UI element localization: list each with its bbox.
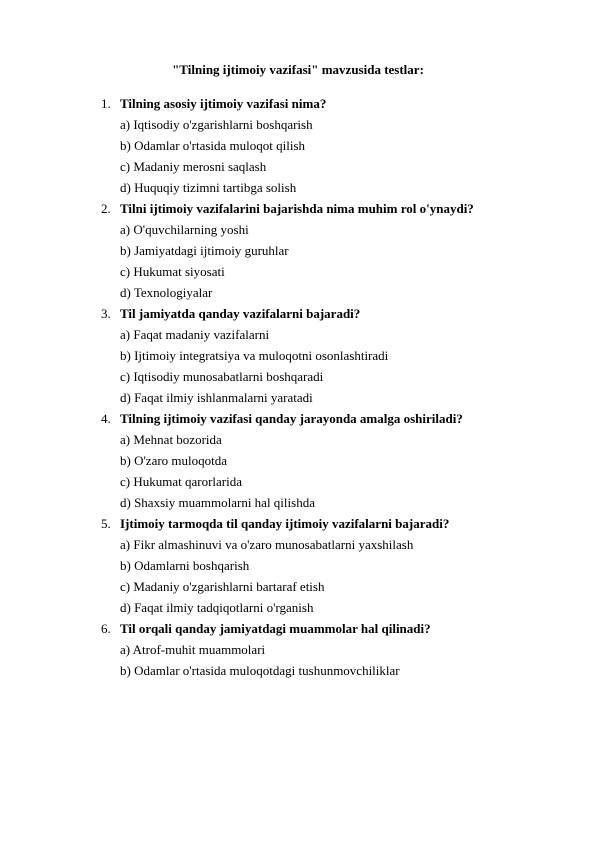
- answer-option: c) Iqtisodiy munosabatlarni boshqaradi: [120, 369, 324, 384]
- answer-option: c) Madaniy o'zgarishlarni bartaraf etish: [120, 579, 325, 594]
- answer-option: a) Atrof-muhit muammolari: [120, 642, 266, 657]
- answer-option: a) Fikr almashinuvi va o'zaro munosabatlarni yaxshilash: [120, 537, 414, 552]
- question-text: Til jamiyatda qanday vazifalarni bajaradi?: [120, 306, 361, 321]
- answer-option: a) Iqtisodiy o'zgarishlarni boshqarish: [120, 117, 313, 132]
- question-text: Til orqali qanday jamiyatdagi muammolar hal qilinadi?: [120, 621, 431, 636]
- answer-option: d) Faqat ilmiy ishlanmalarni yaratadi: [120, 390, 313, 405]
- question-heading: [0, 93, 596, 114]
- question-number: 3.: [101, 306, 111, 321]
- answer-option: c) Hukumat qarorlarida: [120, 474, 243, 489]
- answer-option: b) Odamlar o'rtasida muloqotdagi tushunmovchiliklar: [120, 663, 400, 678]
- answer-option: b) O'zaro muloqotda: [120, 453, 228, 468]
- question-heading: [0, 303, 596, 324]
- document-title: "Tilning ijtimoiy vazifasi" mavzusida testlar:: [172, 62, 424, 77]
- answer-option: a) O'quvchilarning yoshi: [120, 222, 249, 237]
- question-number: 4.: [101, 411, 111, 426]
- question-text: Tilni ijtimoiy vazifalarini bajarishda nima muhim rol o'ynaydi?: [120, 201, 474, 216]
- question-number: 6.: [101, 621, 111, 636]
- answer-option: d) Texnologiyalar: [120, 285, 213, 300]
- answer-option: a) Faqat madaniy vazifalarni: [120, 327, 270, 342]
- answer-option: a) Mehnat bozorida: [120, 432, 222, 447]
- question-number: 5.: [101, 516, 111, 531]
- question-heading: [0, 198, 596, 219]
- question-text: Ijtimoiy tarmoqda til qanday ijtimoiy vazifalarni bajaradi?: [120, 516, 450, 531]
- question-3: [0, 303, 596, 408]
- answer-option: c) Hukumat siyosati: [120, 264, 225, 279]
- answer-option: c) Madaniy merosni saqlash: [120, 159, 267, 174]
- answer-option: b) Jamiyatdagi ijtimoiy guruhlar: [120, 243, 289, 258]
- question-list: [0, 93, 596, 681]
- question-1: [0, 93, 596, 198]
- question-5: [0, 513, 596, 618]
- question-6: [0, 618, 596, 681]
- question-heading: [0, 618, 596, 639]
- question-2: [0, 198, 596, 303]
- answer-option: b) Odamlar o'rtasida muloqot qilish: [120, 138, 306, 153]
- question-text: Tilning ijtimoiy vazifasi qanday jarayonda amalga oshiriladi?: [120, 411, 463, 426]
- question-heading: [0, 513, 596, 534]
- question-number: 1.: [101, 96, 111, 111]
- answer-option: d) Huquqiy tizimni tartibga solish: [120, 180, 297, 195]
- question-text: Tilning asosiy ijtimoiy vazifasi nima?: [120, 96, 327, 111]
- question-heading: [0, 408, 596, 429]
- answer-option: d) Faqat ilmiy tadqiqotlarni o'rganish: [120, 600, 314, 615]
- answer-option: d) Shaxsiy muammolarni hal qilishda: [120, 495, 315, 510]
- answer-option: b) Ijtimoiy integratsiya va muloqotni osonlashtiradi: [120, 348, 389, 363]
- question-number: 2.: [101, 201, 111, 216]
- question-4: [0, 408, 596, 513]
- answer-option: b) Odamlarni boshqarish: [120, 558, 250, 573]
